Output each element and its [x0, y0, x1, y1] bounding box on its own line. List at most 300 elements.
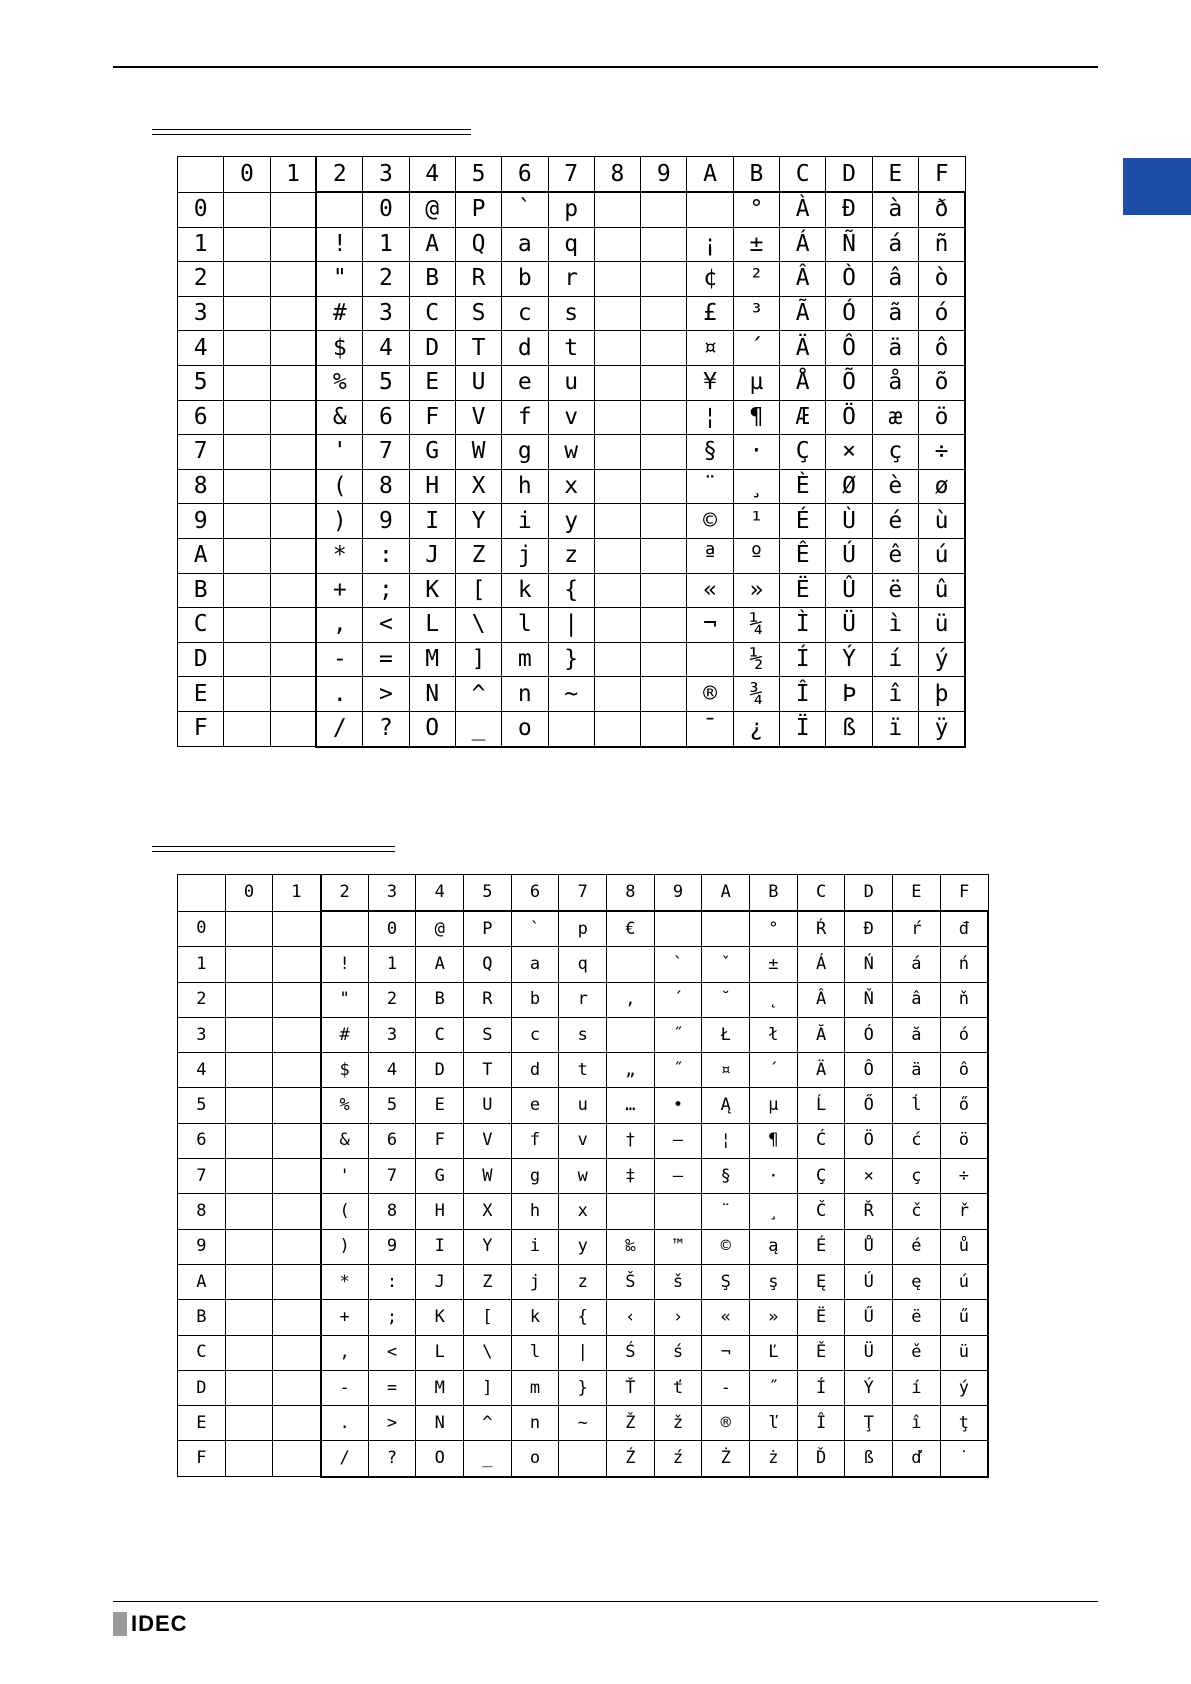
character-code-table-2 — [177, 874, 989, 1478]
char-cell: Ľ — [750, 1335, 798, 1370]
char-cell: @ — [409, 192, 455, 227]
char-cell: Đ — [845, 911, 893, 947]
char-cell: ë — [872, 573, 918, 608]
char-cell — [594, 365, 640, 400]
char-cell: í — [872, 642, 918, 677]
char-cell: M — [416, 1370, 464, 1405]
char-cell: × — [845, 1159, 893, 1194]
char-cell — [548, 711, 594, 746]
char-cell: $ — [316, 331, 362, 366]
char-cell — [273, 1123, 321, 1158]
char-cell: Ô — [826, 331, 872, 366]
char-cell: b — [502, 262, 548, 297]
char-cell: Ő — [845, 1088, 893, 1123]
char-cell — [594, 192, 640, 227]
char-cell: · — [733, 435, 779, 470]
char-cell: ð — [919, 192, 966, 227]
row-header: 0 — [178, 192, 224, 227]
char-cell: ¸ — [733, 469, 779, 504]
char-cell: ½ — [733, 642, 779, 677]
char-cell: : — [368, 1264, 416, 1299]
table-1-title-underline — [152, 129, 471, 135]
char-cell: ´ — [733, 331, 779, 366]
char-cell: ° — [750, 911, 798, 947]
char-cell — [273, 1159, 321, 1194]
char-cell: ( — [321, 1194, 369, 1229]
char-cell: h — [511, 1194, 559, 1229]
char-cell: = — [368, 1370, 416, 1405]
char-cell: G — [416, 1159, 464, 1194]
char-cell: ` — [654, 947, 702, 982]
char-cell: Š — [607, 1264, 655, 1299]
char-cell — [641, 192, 687, 227]
char-cell: % — [316, 365, 362, 400]
char-cell — [641, 469, 687, 504]
char-cell: K — [409, 573, 455, 608]
column-header: F — [919, 157, 966, 193]
char-cell: Á — [797, 947, 845, 982]
char-cell: . — [321, 1406, 369, 1441]
char-cell: L — [416, 1335, 464, 1370]
char-cell: < — [363, 608, 409, 643]
char-cell: Í — [797, 1370, 845, 1405]
char-cell: ~ — [548, 677, 594, 712]
char-cell: Ö — [845, 1123, 893, 1158]
char-cell: a — [502, 227, 548, 262]
char-cell — [225, 1300, 273, 1335]
char-cell: p — [548, 192, 594, 227]
char-cell: ^ — [455, 677, 501, 712]
char-cell — [273, 947, 321, 982]
char-cell: M — [409, 642, 455, 677]
char-cell: j — [502, 538, 548, 573]
char-cell: [ — [455, 573, 501, 608]
char-cell: Ű — [845, 1300, 893, 1335]
char-cell: ) — [316, 504, 362, 539]
char-cell: ľ — [750, 1406, 798, 1441]
char-cell: Ţ — [845, 1406, 893, 1441]
row-header: 3 — [178, 1017, 226, 1052]
char-cell — [270, 504, 316, 539]
char-cell: H — [416, 1194, 464, 1229]
char-cell: ę — [893, 1264, 941, 1299]
char-cell — [559, 1441, 607, 1477]
char-cell: Ô — [845, 1053, 893, 1088]
char-cell: ý — [940, 1370, 988, 1405]
char-cell: ´ — [654, 982, 702, 1017]
char-cell — [316, 192, 362, 227]
char-cell: U — [464, 1088, 512, 1123]
char-cell — [702, 911, 750, 947]
char-cell: z — [548, 538, 594, 573]
char-cell: ! — [321, 947, 369, 982]
char-cell: ñ — [919, 227, 966, 262]
char-cell: N — [409, 677, 455, 712]
char-cell: % — [321, 1088, 369, 1123]
char-cell — [641, 262, 687, 297]
char-cell — [641, 573, 687, 608]
char-cell — [273, 1335, 321, 1370]
char-cell — [641, 642, 687, 677]
char-cell: ý — [919, 642, 966, 677]
char-cell: F — [416, 1123, 464, 1158]
column-header: 5 — [464, 875, 512, 912]
char-cell: ű — [940, 1300, 988, 1335]
char-cell — [224, 365, 270, 400]
char-cell — [224, 400, 270, 435]
char-cell: y — [548, 504, 594, 539]
row-header: B — [178, 573, 224, 608]
column-header: E — [893, 875, 941, 912]
column-header: C — [780, 157, 826, 193]
char-cell: – — [654, 1123, 702, 1158]
char-cell: ž — [654, 1406, 702, 1441]
char-cell — [594, 538, 640, 573]
char-cell — [225, 1335, 273, 1370]
row-header: 0 — [178, 911, 226, 947]
char-cell: Ü — [826, 608, 872, 643]
row-header: 7 — [178, 1159, 226, 1194]
char-cell: \ — [464, 1335, 512, 1370]
char-cell: m — [511, 1370, 559, 1405]
char-cell: ř — [940, 1194, 988, 1229]
char-cell: ± — [750, 947, 798, 982]
chapter-tab-marker — [1123, 158, 1191, 215]
char-cell: } — [559, 1370, 607, 1405]
char-cell: ú — [919, 538, 966, 573]
char-cell: L — [409, 608, 455, 643]
char-cell: « — [687, 573, 733, 608]
row-header: 7 — [178, 435, 224, 470]
char-cell: B — [409, 262, 455, 297]
char-cell — [224, 677, 270, 712]
char-cell: ® — [702, 1406, 750, 1441]
char-cell: ¬ — [687, 608, 733, 643]
column-header: A — [687, 157, 733, 193]
char-cell: ä — [893, 1053, 941, 1088]
char-cell — [270, 538, 316, 573]
char-cell: Č — [797, 1194, 845, 1229]
char-cell — [687, 192, 733, 227]
char-cell: é — [872, 504, 918, 539]
char-cell: ] — [464, 1370, 512, 1405]
row-header: 6 — [178, 400, 224, 435]
row-header: 2 — [178, 262, 224, 297]
char-cell: + — [316, 573, 362, 608]
char-cell: Â — [797, 982, 845, 1017]
row-header: D — [178, 1370, 226, 1405]
char-cell: Ń — [845, 947, 893, 982]
char-cell: µ — [750, 1088, 798, 1123]
char-cell: æ — [872, 400, 918, 435]
char-cell — [270, 573, 316, 608]
char-cell: 2 — [368, 982, 416, 1017]
char-cell: ě — [893, 1335, 941, 1370]
char-cell: 4 — [363, 331, 409, 366]
char-cell: Õ — [826, 365, 872, 400]
char-cell: Å — [780, 365, 826, 400]
char-cell: Á — [780, 227, 826, 262]
char-cell: 4 — [368, 1053, 416, 1088]
char-cell — [224, 504, 270, 539]
char-cell: Ř — [845, 1194, 893, 1229]
char-cell: T — [455, 331, 501, 366]
column-header: E — [872, 157, 918, 193]
char-cell: ¿ — [733, 711, 779, 746]
char-cell — [273, 1406, 321, 1441]
char-cell: ‡ — [607, 1159, 655, 1194]
char-cell: c — [502, 296, 548, 331]
row-header: 8 — [178, 469, 224, 504]
char-cell — [273, 911, 321, 947]
char-cell: ù — [919, 504, 966, 539]
char-cell: > — [363, 677, 409, 712]
char-cell — [594, 262, 640, 297]
char-cell: / — [316, 711, 362, 746]
char-cell: Ž — [607, 1406, 655, 1441]
char-cell — [225, 1088, 273, 1123]
char-cell: í — [893, 1370, 941, 1405]
char-cell: ź — [654, 1441, 702, 1477]
char-cell: p — [559, 911, 607, 947]
char-cell: ¶ — [733, 400, 779, 435]
char-cell: Ù — [826, 504, 872, 539]
char-cell: Ø — [826, 469, 872, 504]
char-cell: ã — [872, 296, 918, 331]
column-header: 1 — [273, 875, 321, 912]
char-cell: ¦ — [702, 1123, 750, 1158]
char-cell: ' — [321, 1159, 369, 1194]
char-cell: l — [511, 1335, 559, 1370]
char-cell: Ä — [797, 1053, 845, 1088]
column-header: 8 — [594, 157, 640, 193]
char-cell — [641, 400, 687, 435]
char-cell: Ó — [845, 1017, 893, 1052]
char-cell — [224, 331, 270, 366]
char-cell: ˘ — [702, 982, 750, 1017]
char-cell: ‹ — [607, 1300, 655, 1335]
char-cell — [224, 192, 270, 227]
char-cell: ì — [872, 608, 918, 643]
char-cell: Ä — [780, 331, 826, 366]
char-cell: ! — [316, 227, 362, 262]
char-cell — [641, 296, 687, 331]
char-cell: m — [502, 642, 548, 677]
char-cell: ? — [363, 711, 409, 746]
char-cell — [654, 911, 702, 947]
row-header: 8 — [178, 1194, 226, 1229]
char-cell: ´ — [750, 1053, 798, 1088]
char-cell: Ð — [826, 192, 872, 227]
row-header: E — [178, 677, 224, 712]
char-cell: ± — [733, 227, 779, 262]
char-cell: Ý — [826, 642, 872, 677]
char-cell: u — [559, 1088, 607, 1123]
row-header: 4 — [178, 1053, 226, 1088]
char-cell — [321, 911, 369, 947]
char-cell: ( — [316, 469, 362, 504]
column-header: 3 — [363, 157, 409, 193]
char-cell: ń — [940, 947, 988, 982]
char-cell: e — [502, 365, 548, 400]
char-cell: × — [826, 435, 872, 470]
char-cell: ô — [919, 331, 966, 366]
char-cell: | — [559, 1335, 607, 1370]
char-cell: P — [455, 192, 501, 227]
char-cell: Ì — [780, 608, 826, 643]
char-cell: ů — [940, 1229, 988, 1264]
char-cell — [224, 435, 270, 470]
char-cell — [594, 608, 640, 643]
char-cell: 3 — [363, 296, 409, 331]
char-cell: È — [780, 469, 826, 504]
char-cell: 9 — [368, 1229, 416, 1264]
char-cell: Ł — [702, 1017, 750, 1052]
char-cell: , — [321, 1335, 369, 1370]
char-cell: Æ — [780, 400, 826, 435]
char-cell — [224, 573, 270, 608]
char-cell — [641, 677, 687, 712]
char-cell: 6 — [368, 1123, 416, 1158]
char-cell: q — [559, 947, 607, 982]
column-header: 2 — [316, 157, 362, 193]
char-cell — [273, 1053, 321, 1088]
char-cell: Ů — [845, 1229, 893, 1264]
char-cell — [224, 608, 270, 643]
char-cell: [ — [464, 1300, 512, 1335]
char-cell — [224, 469, 270, 504]
char-cell: Ö — [826, 400, 872, 435]
char-cell: Ě — [797, 1335, 845, 1370]
column-header: 6 — [511, 875, 559, 912]
char-cell — [225, 947, 273, 982]
char-cell — [225, 1194, 273, 1229]
char-cell: Ą — [702, 1088, 750, 1123]
column-header: 8 — [607, 875, 655, 912]
char-cell: ß — [826, 711, 872, 746]
char-cell: + — [321, 1300, 369, 1335]
char-cell: < — [368, 1335, 416, 1370]
char-cell: s — [548, 296, 594, 331]
column-header: 4 — [416, 875, 464, 912]
column-header: D — [826, 157, 872, 193]
char-cell — [594, 296, 640, 331]
char-cell: C — [409, 296, 455, 331]
column-header: A — [702, 875, 750, 912]
char-cell — [641, 227, 687, 262]
char-cell: ç — [872, 435, 918, 470]
char-cell: * — [321, 1264, 369, 1299]
char-cell: = — [363, 642, 409, 677]
char-cell: ö — [919, 400, 966, 435]
char-cell: Ü — [845, 1335, 893, 1370]
char-cell — [270, 365, 316, 400]
char-cell — [224, 642, 270, 677]
char-cell: ÿ — [919, 711, 966, 746]
char-cell: ³ — [733, 296, 779, 331]
char-cell: Î — [797, 1406, 845, 1441]
char-cell: A — [416, 947, 464, 982]
char-cell: x — [548, 469, 594, 504]
char-cell: Û — [826, 573, 872, 608]
row-header: A — [178, 538, 224, 573]
char-cell — [225, 1406, 273, 1441]
row-header: F — [178, 711, 224, 746]
char-cell — [270, 331, 316, 366]
char-cell: ª — [687, 538, 733, 573]
char-cell: S — [455, 296, 501, 331]
char-cell — [270, 192, 316, 227]
char-cell: ê — [872, 538, 918, 573]
char-cell — [594, 711, 640, 746]
char-cell: Ú — [826, 538, 872, 573]
char-cell: { — [548, 573, 594, 608]
column-header: B — [750, 875, 798, 912]
char-cell — [594, 400, 640, 435]
char-cell: X — [455, 469, 501, 504]
char-cell: Q — [455, 227, 501, 262]
char-cell: ú — [940, 1264, 988, 1299]
char-cell: á — [872, 227, 918, 262]
column-header: 3 — [368, 875, 416, 912]
char-cell: ™ — [654, 1229, 702, 1264]
char-cell: Ś — [607, 1335, 655, 1370]
char-cell — [225, 1264, 273, 1299]
char-cell — [270, 296, 316, 331]
char-cell: D — [409, 331, 455, 366]
char-cell: R — [464, 982, 512, 1017]
char-cell: û — [919, 573, 966, 608]
char-cell: 7 — [363, 435, 409, 470]
char-cell — [273, 1370, 321, 1405]
char-cell: Ú — [845, 1264, 893, 1299]
char-cell: ® — [687, 677, 733, 712]
char-cell: b — [511, 982, 559, 1017]
char-cell: - — [316, 642, 362, 677]
char-cell — [641, 365, 687, 400]
char-cell: â — [872, 262, 918, 297]
char-cell: Ç — [780, 435, 826, 470]
char-cell: 7 — [368, 1159, 416, 1194]
char-cell: h — [502, 469, 548, 504]
char-cell: • — [654, 1088, 702, 1123]
char-cell: ˛ — [750, 982, 798, 1017]
char-cell: Ó — [826, 296, 872, 331]
char-cell: ĺ — [893, 1088, 941, 1123]
char-cell: _ — [455, 711, 501, 746]
char-cell: @ — [416, 911, 464, 947]
row-header: 9 — [178, 1229, 226, 1264]
char-cell: © — [702, 1229, 750, 1264]
char-cell — [225, 1053, 273, 1088]
char-cell: O — [409, 711, 455, 746]
column-header: C — [797, 875, 845, 912]
char-cell: & — [321, 1123, 369, 1158]
char-cell: T — [464, 1053, 512, 1088]
char-cell: „ — [607, 1053, 655, 1088]
char-cell: # — [321, 1017, 369, 1052]
char-cell: ć — [893, 1123, 941, 1158]
char-cell: 0 — [363, 192, 409, 227]
char-cell: ò — [919, 262, 966, 297]
char-cell: £ — [687, 296, 733, 331]
char-cell — [687, 642, 733, 677]
char-cell: Î — [780, 677, 826, 712]
char-cell: ç — [893, 1159, 941, 1194]
char-cell: đ — [940, 911, 988, 947]
char-cell: V — [464, 1123, 512, 1158]
footer-rule — [113, 1601, 1098, 1602]
